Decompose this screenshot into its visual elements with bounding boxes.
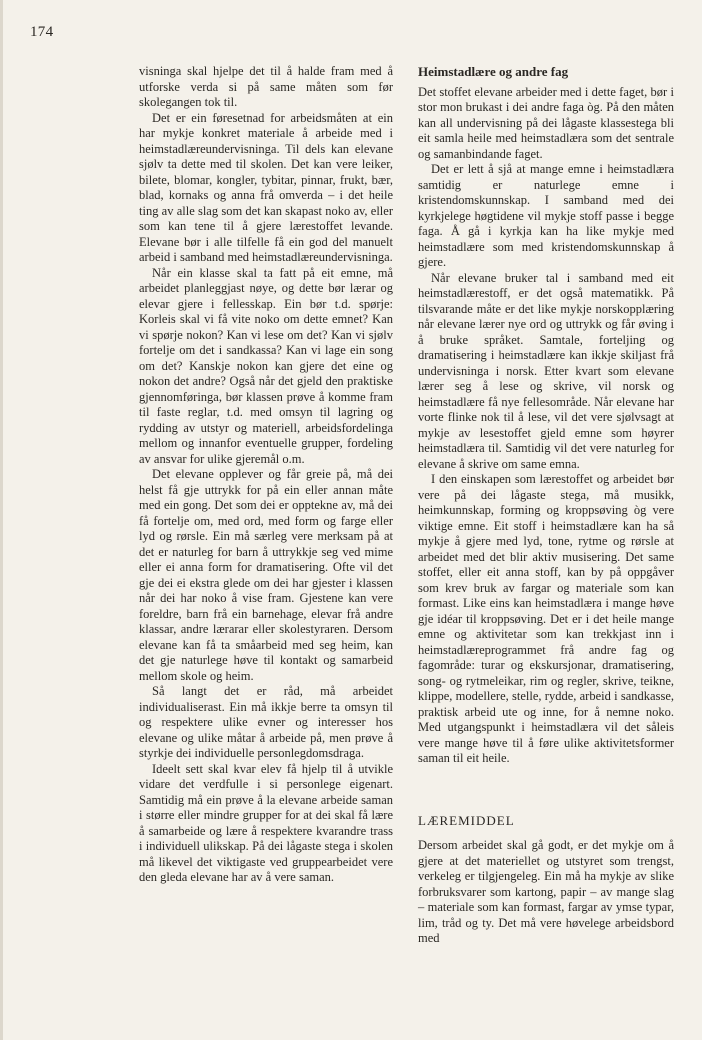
left-column [139,64,393,886]
section-heading: Heimstadlære og andre fag [418,64,569,79]
paragraph: Så langt det er råd, må arbeidet individualiserast. Ein må ikkje berre ta omsyn til og respektere ulike evner og interesser hos elevane og ulike måtar å arbeide på, men prøve å styrkje dei individuelle personlegdomsdraga. [139,684,393,760]
subsection-heading: LÆREMIDDEL [418,812,515,828]
paragraph: Når elevane bruker tal i samband med eit heimstadlærestoff, er det også matematikk. På tilsvarande måte er det like mykje norskopplæring når elevane lærer nye ord og uttrykk og får øving i å bruke språket. Samtale, forteljing og dramatisering i heimstadlære kan ikkje skiljast frå undervisninga i norsk. Etter kvart som elevane lærer seg å lese og skrive, vil norsk og heimstadlære få nye fellesområde. Når elevane har vorte flinke nok til å lese, vil det vere sjølvsagt at mykje av lesestoffet gjeld emne som høyrer heimstadlæra til. Samtidig vil det vere naturleg for elevane å skrive om same emna. [418,270,674,471]
page-number: 174 [30,24,54,40]
paragraph: Det er ein føresetnad for arbeidsmåten at ein har mykje konkret materiale å arbeide med i heimstadlæreundervisninga. Til dels kan elevane sjølv ta dette med til skolen. Det kan vere leiker, bilete, blomar, kongler, tybitar, pinnar, frukt, bær, blad, kornaks og anna frå omverda – i det heile ting av alle slag som det kan skapast noko av, eller som kan tene til å gjere lærestoffet levande. Elevane bør i alle tilfelle få ein god del manuelt arbeid i samband med heimstadlæreundervisninga. [139,110,393,264]
paragraph: visninga skal hjelpe det til å halde fram med å utforske verda si på same måten som før skolegangen tok til. [139,64,393,109]
right-column [418,64,674,947]
page-binding-edge [0,0,3,1040]
paragraph: Det stoffet elevane arbeider med i dette faget, bør i stor mon brukast i dei andre faga òg. På den måten kan all undervisning på dei lågaste klassestega bli eit samla heile med heimstadlæra som det sentrale og samanbindande faget. [418,84,674,161]
paragraph: Når ein klasse skal ta fatt på eit emne, må arbeidet planleggjast nøye, og dette bør lærar og elevar gjere i fellesskap. Ein bør t.d. spørje: Korleis skal vi få vite noko om dette emnet? Kan vi spørje nokon? Kan vi lese om det? Kan vi sjølv fortelje om det i sandkassa? Kan vi lage ein song om det? Kanskje nokon kan gjere det eine og nokon det andre? Også når det gjeld den praktiske gjennomføringa, bør klassen prøve å komme fram til faste reglar, t.d. med omsyn til lagring og rydding av utstyr og materiell, arbeidsfordelinga mellom og innanfor eventuelle grupper, fordeling av ansvar for ulike gjeremål o.m. [139,265,393,466]
paragraph: I den einskapen som lærestoffet og arbeidet bør vere på dei lågaste stega, må musikk, heimkunnskap, forming og kroppsøving òg vere viktige emne. Eit stoff i heimstadlære kan ha så mykje å gjere med lyd, tone, rytme og rørsle at arbeidet med det blir aktiv musisering. Det same stoffet, eller eit anna stoff, kan by på oppgåver som krev bruk av fargar og materiale som kan formast. Like eins kan heimstadlæra i mange høve gje idéar til kroppsøving. Det er i det heile mange emne og aktivitetar som kan trekkjast inn i heimstadlæreprogrammet frå andre fag og fagområde: turar og ekskursjonar, dramatisering, song- og rytmeleikar, rim og regler, skrive, teikne, klippe, modellere, stelle, rydde, arbeid i sandkasse, praktisk arbeid ute og inne, for å nemne noko. Med utgangspunkt i heimstadlæra vil det såleis vere mange høve til å føre ulike aktivitetsformer saman til eit heile. [418,472,674,765]
paragraph: Det er lett å sjå at mange emne i heimstadlæra samtidig er naturlege emne i kristendomskunnskap. I samband med dei kyrkjelege høgtidene vil mykje stoff passe i begge faga. Å gå i kyrkja kan ha like mykje med heimstadlære som med kristendomskunnskap å gjere. [418,162,674,269]
paragraph: Ideelt sett skal kvar elev få hjelp til å utvikle vidare det verdfulle i si personlege eigenart. Samtidig må ein prøve å la elevane arbeide saman i større eller mindre grupper for at dei skal få lære å samarbeide og lære å respektere kvarandre trass i individuell ulikskap. På dei lågaste stega i skolen må likevel det viktigaste ved gruppearbeidet vere den gleda elevane har av å vere saman. [139,761,393,884]
paragraph: Det elevane opplever og får greie på, må dei helst få gje uttrykk for på ein eller annan måte med ein gong. Det som dei er opptekne av, må dei få fortelje om, med ord, med form og farge eller lyd og rørsle. Ein må særleg vere merksam på at det er naturleg for barn å uttrykkje seg ved mime eller ei anna form for dramatisering. Ofte vil det gje dei ei ekstra glede om dei har gjester i klassen når dei har noko å vise fram. Gjestene kan vere foreldre, barn frå ein barnehage, elevar frå andre klassar, andre lærarar eller skolestyraren. Dersom elevane kan få ta småarbeid med seg heim, kan det gje naturlege høve til kontakt og samarbeid mellom skole og heim. [139,467,393,683]
paragraph: Dersom arbeidet skal gå godt, er det mykje om å gjere at det materiellet og utstyret som trengst, verkeleg er tilgjengeleg. Ein må ha mykje av slike forbruksvarer som kartong, papir – av mange slag – materiale som kan formast, fargar av ymse typar, lim, tråd og ty. Det må vere høvelege arbeidsbord med [418,838,674,945]
